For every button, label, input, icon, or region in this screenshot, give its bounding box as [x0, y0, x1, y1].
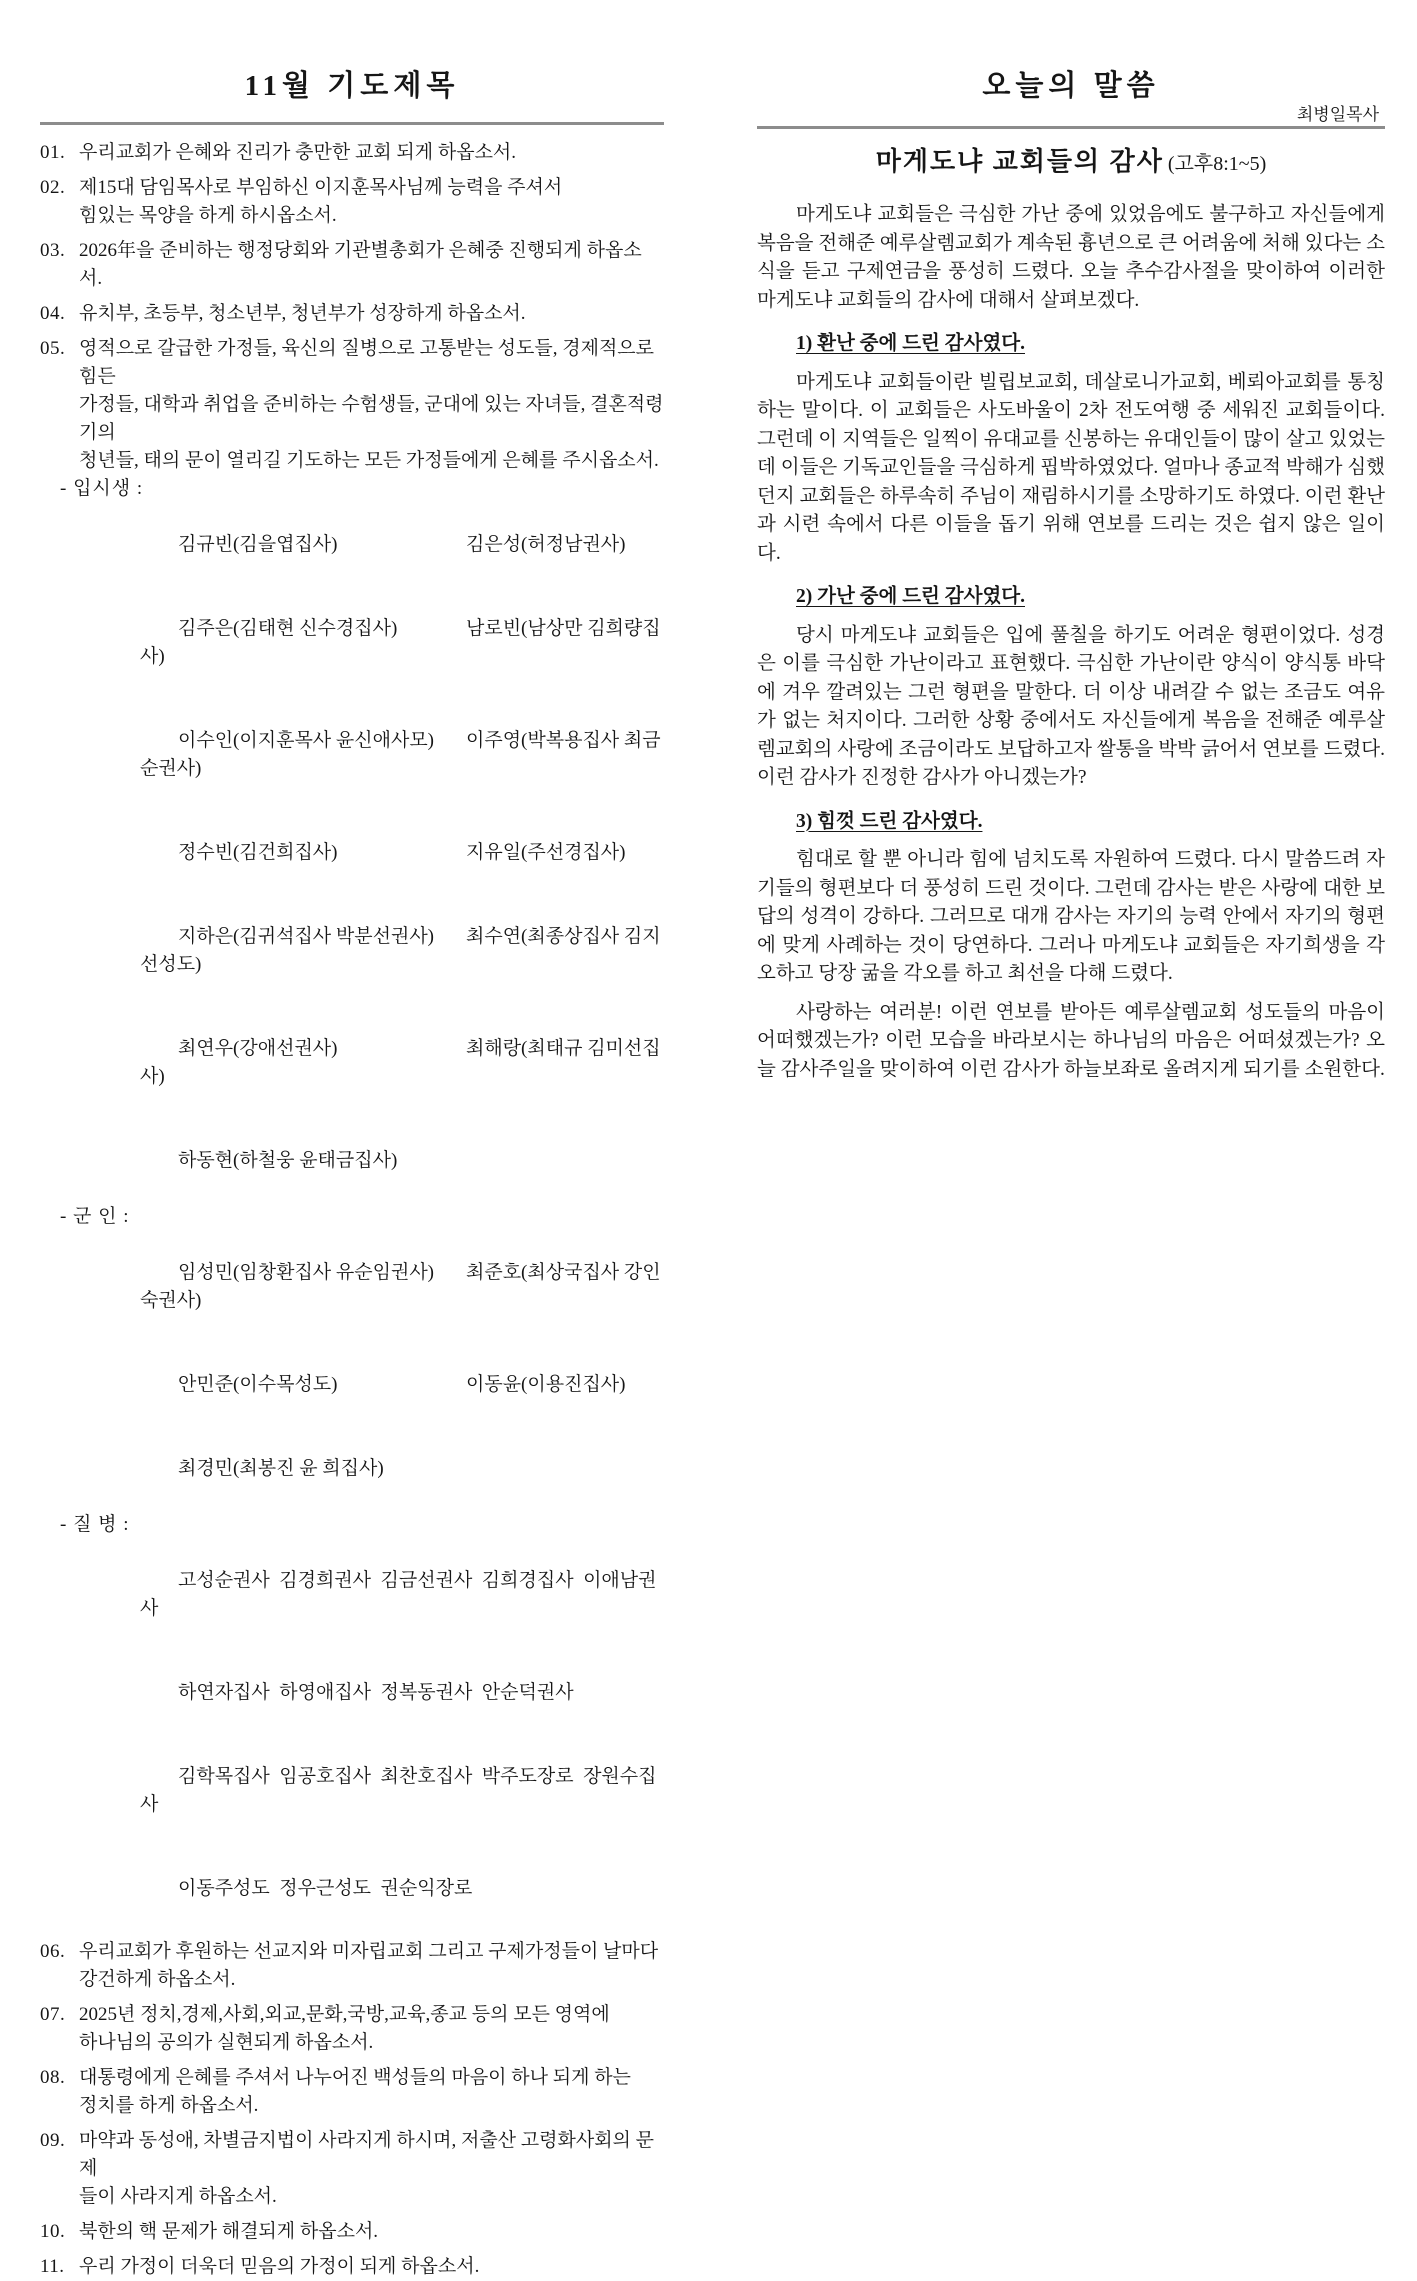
- prayer-line: 청년들, 태의 문이 열리길 기도하는 모든 가정들에게 은혜를 주시옵소서.: [79, 450, 659, 471]
- prayer-line: 북한의 핵 문제가 해결되게 하옵소서.: [79, 2221, 379, 2242]
- group-label-soldiers: - 군 인 :: [60, 1206, 130, 1227]
- sermon-section-body-3: 힘대로 할 뿐 아니라 힘에 넘치도록 자원하여 드렸다. 다시 말씀드려 자기들의 형편보다 더 풍성히 드린 것이다. 그런데 감사는 받은 사랑에 대한 보답의 성격이 강하다. 그러므로 대개 감사는 자기의 능력 안에서 자기의 형편에 맞게 사례하는 것이 당연하다. 그러나 마게도냐 교회들은 자기희생을 각오하고 당장 굶을 각오를 하고 최선을 다해 드렸다.: [757, 849, 1385, 984]
- prayer-column-title: 11월 기도제목: [244, 70, 460, 102]
- name-cell: 최경민(최봉진 윤 희집사): [178, 1458, 384, 1479]
- name-cell: 고성순권사 김경희권사 김금선권사 김희경집사 이애남권사: [140, 1570, 657, 1619]
- prayer-line: 강건하게 하옵소서.: [79, 1969, 236, 1990]
- name-cell: 지유일(주선경집사): [466, 842, 626, 863]
- name-cell: 지하은(김귀석집사 박분선권사): [178, 926, 435, 947]
- prayer-item-number: 10.: [40, 2221, 66, 2242]
- prayer-item-number: 03.: [40, 240, 66, 261]
- name-cell: 이동윤(이용진집사): [466, 1374, 626, 1395]
- prayer-list: [40, 139, 664, 2281]
- sermon-intro-paragraph: 마게도냐 교회들은 극심한 가난 중에 있었음에도 불구하고 자신들에게 복음을 전해준 예루살렘교회가 계속된 흉년으로 큰 어려움에 처해 있다는 소식을 듣고 구제연금을 풍성히 드렸다. 오늘 추수감사절을 맞이하여 이러한 마게도냐 교회들의 감사에 대해서 살펴보겠다.: [757, 204, 1385, 311]
- name-cell: 이주영(박복용집사 최금순권사): [140, 730, 661, 779]
- prayer-item-07: [40, 2001, 664, 2057]
- prayer-item-number: 09.: [40, 2130, 66, 2151]
- prayer-item-text: [79, 237, 664, 293]
- name-cell: 김규빈(김을엽집사): [178, 534, 338, 555]
- name-cell: 최준호(최상국집사 강인숙권사): [140, 1262, 661, 1311]
- name-row: [40, 1735, 664, 1847]
- prayer-item-text: [79, 2253, 664, 2281]
- prayer-line: 우리교회가 은혜와 진리가 충만한 교회 되게 하옵소서.: [79, 142, 517, 163]
- sermon-section-heading-2: 2) 가난 중에 드린 감사였다.: [796, 586, 1025, 607]
- name-row: [40, 1007, 664, 1119]
- name-row: [40, 1651, 664, 1735]
- sermon-section-body-2: 당시 마게도냐 교회들은 입에 풀칠을 하기도 어려운 형편이었다. 성경은 이를 극심한 가난이라고 표현했다. 극심한 가난이란 양식이 양식통 바닥에 겨우 깔려있는 그런 형편을 말한다. 더 이상 내려갈 수 없는 조금도 여유가 없는 처지이다. 그러한 상황 중에서도 자신들에게 복음을 전해준 예루살렘교회의 사랑에 조금이라도 보답하고자 쌀통을 박박 긁어서 연보를 드렸다. 이런 감사가 진정한 감사가 아니겠는가?: [757, 624, 1385, 788]
- sermon-section-heading-1: 1) 환난 중에 드린 감사였다.: [796, 333, 1025, 354]
- prayer-item-02: [40, 174, 664, 230]
- prayer-line: 영적으로 갈급한 가정들, 육신의 질병으로 고통받는 성도들, 경제적으로 힘든: [79, 338, 655, 387]
- prayer-item-text: [79, 335, 664, 475]
- name-row: [40, 1847, 664, 1931]
- prayer-line: 우리교회가 후원하는 선교지와 미자립교회 그리고 구제가정들이 날마다: [79, 1941, 659, 1962]
- name-row: [40, 699, 664, 811]
- name-cell: 이수인(이지훈목사 윤신애사모): [178, 730, 435, 751]
- prayer-item-text: [79, 300, 664, 328]
- prayer-item-text: [79, 2218, 664, 2246]
- right-divider-rule: [757, 126, 1385, 129]
- prayer-line: 정치를 하게 하옵소서.: [79, 2095, 259, 2116]
- sermon-section-heading-3: 3) 힘껏 드린 감사였다.: [796, 810, 983, 832]
- name-row: [40, 1511, 664, 1651]
- group-label-exam-students: - 입시생 :: [60, 478, 144, 499]
- prayer-line: 대통령에게 은혜를 주셔서 나누어진 백성들의 마음이 하나 되게 하는: [79, 2067, 631, 2088]
- name-cell: 최연우(강애선권사): [178, 1038, 338, 1059]
- prayer-item-text: [79, 1938, 664, 1994]
- prayer-item-06: [40, 1938, 664, 1994]
- prayer-line: 가정들, 대학과 취업을 준비하는 수험생들, 군대에 있는 자녀들, 결혼적령기의: [79, 394, 664, 443]
- name-row: [40, 1343, 664, 1427]
- prayer-item-text: [79, 139, 664, 167]
- sermon-closing-paragraph: 사랑하는 여러분! 이런 연보를 받아든 예루살렘교회 성도들의 마음이 어떠했겠는가? 이런 모습을 바라보시는 하나님의 마음은 어떠셨겠는가? 오늘 감사주일을 맞이하여 이런 감사가 하늘보좌로 올려지게 되기를 소원한다.: [757, 1001, 1385, 1080]
- prayer-item-09: [40, 2127, 664, 2211]
- name-cell: 김주은(김태현 신수경집사): [178, 618, 398, 639]
- prayer-item-03: [40, 237, 664, 293]
- sermon-title-line: [757, 145, 1385, 183]
- scripture-reference: (고후8:1~5): [1167, 153, 1267, 175]
- name-cell: 정수빈(김건희집사): [178, 842, 338, 863]
- prayer-item-01: [40, 139, 664, 167]
- name-row: [40, 1427, 664, 1511]
- prayer-item-number: 11.: [40, 2256, 65, 2277]
- prayer-line: 힘있는 목양을 하게 하시옵소서.: [79, 205, 337, 226]
- prayer-line: 우리 가정이 더욱더 믿음의 가정이 되게 하옵소서.: [79, 2256, 480, 2277]
- name-cell: 최수연(최종상집사 김지선성도): [140, 926, 661, 975]
- prayer-line: 제15대 담임목사로 부임하신 이지훈목사님께 능력을 주셔서: [79, 177, 563, 198]
- prayer-item-text: [79, 2001, 664, 2057]
- prayer-item-number: 07.: [40, 2004, 66, 2025]
- name-cell: 하연자집사 하영애집사 정복동권사 안순덕권사: [178, 1682, 574, 1703]
- prayer-item-11: [40, 2253, 664, 2281]
- prayer-column: [40, 68, 664, 2281]
- prayer-item-text: [79, 2127, 664, 2211]
- sermon-title: 마게도냐 교회들의 감사: [875, 147, 1164, 176]
- name-cell: 임성민(임창환집사 유순임권사): [178, 1262, 435, 1283]
- prayer-item-number: 08.: [40, 2067, 66, 2088]
- prayer-item-text: [79, 2064, 664, 2120]
- sermon-section-body-1: 마게도냐 교회들이란 빌립보교회, 데살로니가교회, 베뢰아교회를 통칭하는 말이다. 이 교회들은 사도바울이 2차 전도여행 중 세워진 교회들이다. 그런데 이 지역들은 일찍이 유대교를 신봉하는 유대인들이 많이 살고 있었는데 이들은 기독교인들을 극심하게 핍박하였었다. 얼마나 종교적 박해가 심했던지 교회들은 하루속히 주님이 재림하시기를 소망하기도 하였다. 이런 환난과 시련 속에서 다른 이들을 돕기 위해 연보를 드리는 것은 쉽지 않은 일이다.: [757, 371, 1385, 564]
- prayer-item-text: [79, 174, 664, 230]
- prayer-item-08: [40, 2064, 664, 2120]
- prayer-line: 하나님의 공의가 실현되게 하옵소서.: [79, 2032, 374, 2053]
- name-row: [40, 811, 664, 895]
- name-row: [40, 1119, 664, 1203]
- left-divider-rule: [40, 122, 664, 125]
- prayer-line: 마약과 동성애, 차별금지법이 사라지게 하시며, 저출산 고령화사회의 문제: [79, 2130, 655, 2179]
- name-cell: 남로빈(남상만 김희량집사): [140, 618, 661, 667]
- prayer-item-05: [40, 335, 664, 475]
- prayer-item-number: 04.: [40, 303, 66, 324]
- name-cell: 하동현(하철웅 윤태금집사): [178, 1150, 398, 1171]
- prayer-item-number: 02.: [40, 177, 66, 198]
- prayer-line: 유치부, 초등부, 청소년부, 청년부가 성장하게 하옵소서.: [79, 303, 526, 324]
- author-name: 최병일목사: [1296, 105, 1379, 124]
- name-row: [40, 475, 664, 587]
- prayer-line: 2025년 정치,경제,사회,외교,문화,국방,교육,종교 등의 모든 영역에: [79, 2004, 610, 2025]
- group-label-sick: - 질 병 :: [60, 1514, 130, 1535]
- prayer-item-number: 06.: [40, 1941, 66, 1962]
- name-cell: 최해랑(최태규 김미선집사): [140, 1038, 661, 1087]
- name-row: [40, 1203, 664, 1343]
- name-row: [40, 587, 664, 699]
- prayer-line: 들이 사라지게 하옵소서.: [79, 2186, 277, 2207]
- name-row: [40, 895, 664, 1007]
- prayer-name-groups: [40, 475, 664, 1931]
- sermon-column-title: 오늘의 말씀: [982, 70, 1160, 102]
- name-cell: 이동주성도 정우근성도 권순익장로: [178, 1878, 473, 1899]
- name-cell: 김은성(허정남권사): [466, 534, 626, 555]
- sermon-column: [757, 68, 1385, 1084]
- name-cell: 김학목집사 임공호집사 최찬호집사 박주도장로 장원수집사: [140, 1766, 657, 1815]
- prayer-item-number: 05.: [40, 338, 66, 359]
- prayer-item-number: 01.: [40, 142, 66, 163]
- prayer-item-04: [40, 300, 664, 328]
- name-cell: 안민준(이수목성도): [178, 1374, 338, 1395]
- prayer-item-10: [40, 2218, 664, 2246]
- prayer-line: 2026年을 준비하는 행정당회와 기관별총회가 은혜중 진행되게 하옵소서.: [79, 240, 642, 289]
